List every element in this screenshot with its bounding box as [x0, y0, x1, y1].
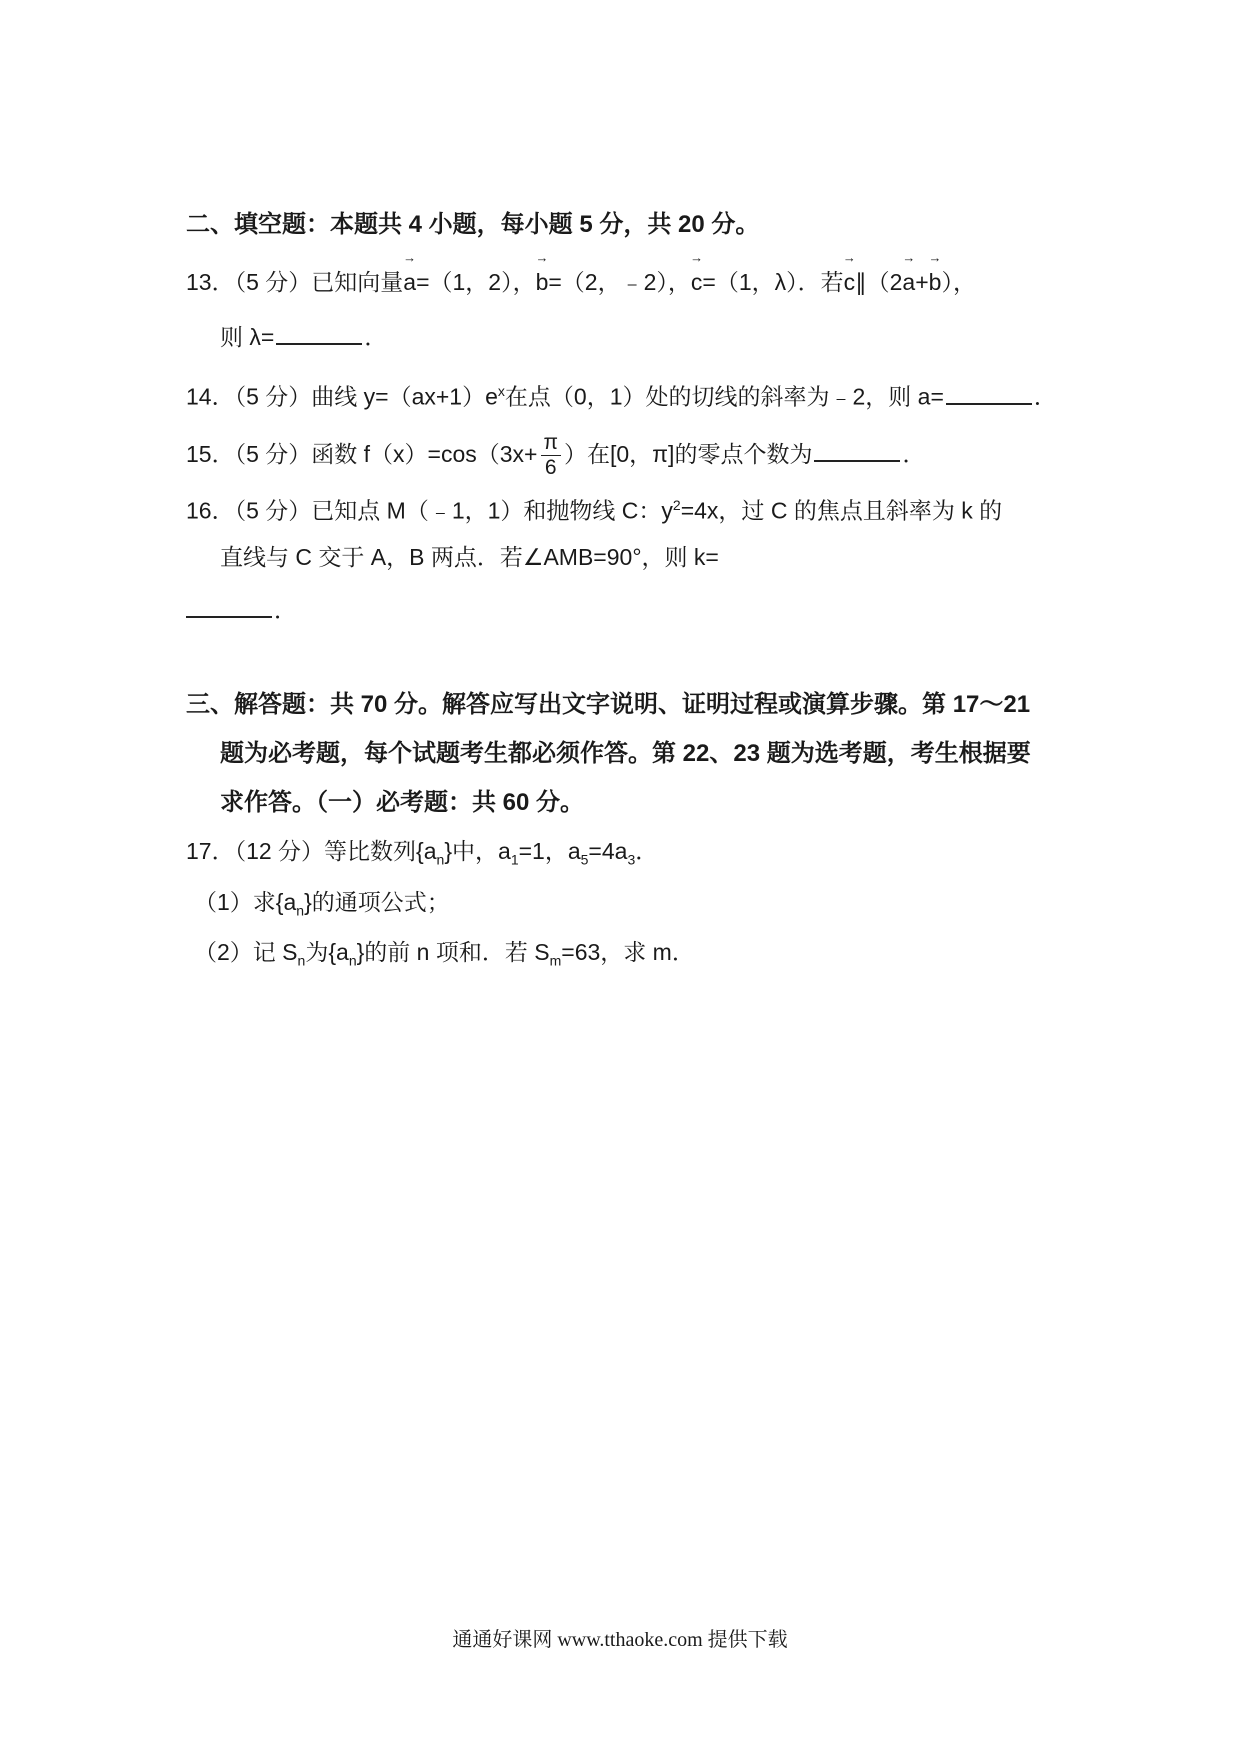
fraction-pi-over-6: $\frac{\pi}{6}$	[541, 431, 562, 480]
answer-blank[interactable]	[276, 323, 362, 345]
vector-b: → b	[535, 250, 549, 295]
footer-source: 通通好课网 www.tthaoke.com 提供下载	[452, 1629, 788, 1651]
vector-arrow-icon: →	[535, 250, 549, 265]
answer-blank[interactable]	[814, 440, 900, 462]
question-17-part1: （1）求$\{a_n\}$的通项公式；	[194, 889, 450, 919]
vector-arrow-icon: →	[928, 250, 942, 265]
question-13: 13．（5 分）已知向量 → a=（1，2）， → b=（2，﹣2）， → c=（1，λ）．若 → c∥（2 → a+ → b），	[186, 265, 976, 299]
question-16: 16．（5 分）已知点 M（﹣1，1）和抛物线 C：$y^2=4x$，过 C 的焦点且斜率为 k 的	[186, 497, 1003, 524]
vector-arrow-icon: →	[842, 250, 856, 265]
vector-arrow-icon: →	[902, 250, 916, 265]
section2-heading: 二、填空题：本题共 4 小题，每小题 5 分，共 20 分。	[186, 211, 760, 238]
question-16-line3: ．	[186, 593, 297, 627]
question-14: 14．（5 分）曲线 $y=(ax+1)e^x$在点（0，1）处的切线的斜率为﹣2，则 a= ．	[186, 383, 1057, 410]
vector-arrow-icon: →	[403, 250, 417, 265]
question-15: 15．（5 分）函数 f（x）=cos（3x+ $\frac{\pi}{6}$ ）在[0，π]的零点个数为 ．	[186, 431, 926, 480]
vector-a: → a	[403, 250, 417, 295]
section3-heading-line2: 题为必考题，每个试题考生都必须作答。第 22、23 题为选考题，考生根据要	[220, 740, 1031, 767]
question-13-line2: 则 λ= ．	[220, 324, 388, 350]
q13-lead: 13．（5 分）已知向量	[186, 269, 404, 295]
answer-blank[interactable]	[186, 596, 272, 618]
question-16-line2: 直线与 C 交于 A，B 两点．若∠AMB=90°，则 k=	[220, 544, 719, 570]
question-17: 17．（12 分）等比数列$\{a_n\}$中，$a_1=1$，$a_5=4a_3$．	[186, 838, 659, 868]
question-17-part2: （2）记 $S_n$为$\{a_n\}$的前 n 项和．若 $S_m=63$，求 m．	[194, 939, 695, 969]
section3-heading-line3: 求作答。（一）必考题：共 60 分。	[220, 789, 585, 816]
vector-b: → b	[928, 250, 942, 295]
vector-c: → c	[842, 250, 856, 295]
vector-arrow-icon: →	[690, 250, 704, 265]
vector-c: → c	[690, 250, 704, 295]
answer-blank[interactable]	[946, 383, 1032, 405]
section3-heading-line1: 三、解答题：共 70 分。解答应写出文字说明、证明过程或演算步骤。第 17～21	[186, 691, 1031, 718]
vector-a: → a	[902, 250, 916, 295]
